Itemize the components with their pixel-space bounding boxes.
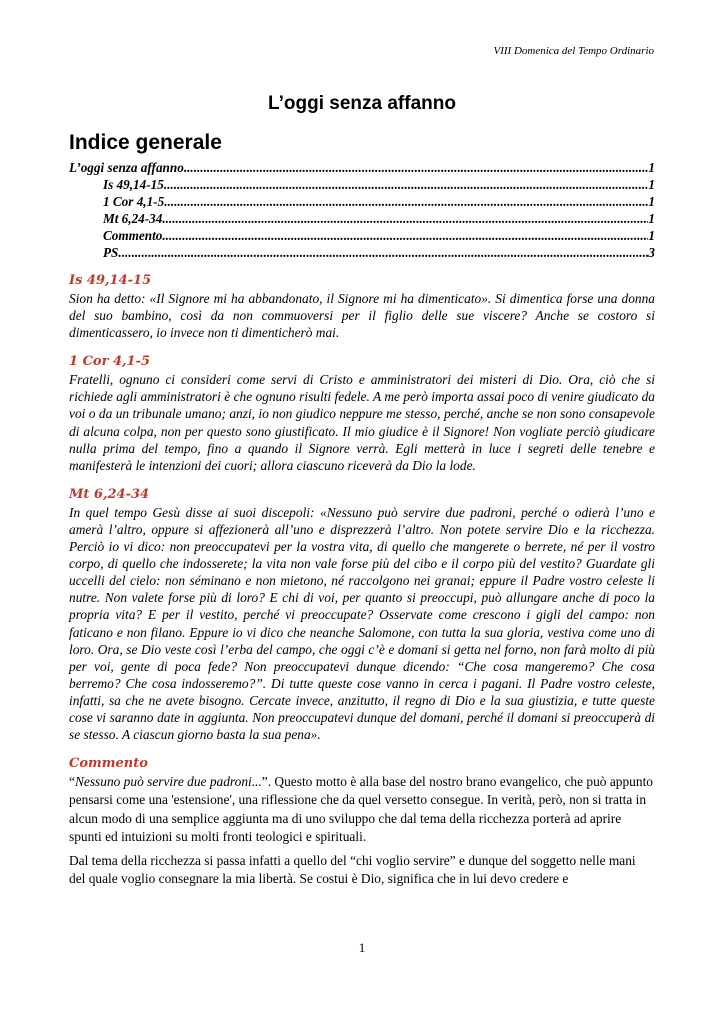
reading-section [69,486,655,743]
toc-entry-label: Commento [103,228,163,243]
reading-reference: 1 Cor 4,1-5 [69,354,151,370]
toc-entry-page: 3 [648,245,655,260]
main-content [69,272,655,894]
commento-paragraph-text: ”. Questo motto è alla base del nostro brano evangelico, che può appunto pensarsi come una 'estensione', una riflessione che da quel versetto consegue. In verità, però, non si tratta in alcun modo di una semplice aggiunta ma di uno sviluppo che dal tema della ricchezza porterà ad aprire spunti ed intuizioni su molti fronti teologici e spirituali. [69,774,653,844]
reading-text: Fratelli, ognuno ci consideri come servi di Cristo e amministratori dei misteri di Dio. Ora, ciò che si richiede agli amministratori è che ognuno risulti fedele. A me però importa assai poco di venire giudicato da voi o da un tribunale umano; anzi, io non giudico neppure me stesso, perché, anche se non sono consapevole di alcuna colpa, non per questo sono giustificato. Il mio giudice è il Signore! Non vogliate perciò giudicare nulla prima del tempo, fino a quando il Signore verrà. Egli metterà in luce i segreti delle tenebre e manifesterà le intenzioni dei cuori; allora ciascuno riceverà da Dio la lode. [69,372,655,473]
toc-entry-label: PS [103,245,119,260]
toc-entry-page: 1 [648,194,655,209]
commento-heading: Commento [69,756,148,772]
toc-leader-dots [162,211,648,227]
reading-section [69,272,655,341]
toc-entry-label: 1 Cor 4,1-5 [103,194,165,209]
toc-heading: Indice generale [69,131,222,154]
toc-entry[interactable] [69,160,655,177]
toc-entry[interactable] [69,245,655,262]
toc-leader-dots [164,177,649,193]
commento-paragraph: Dal tema della ricchezza si passa infatti a quello del “chi voglio servire” e dunque del soggetto nelle mani del quale voglio consegnare la mia libertà. Se costui è Dio, significa che in lui devo credere e [69,852,636,887]
quoted-motto: Nessuno può servire due padroni... [74,774,262,790]
page-number: 1 [358,940,366,955]
commento-paragraph [69,773,655,846]
reading-section [69,353,655,474]
reading-text: Sion ha detto: «Il Signore mi ha abbandonato, il Signore mi ha dimenticato». Si dimentica forse una donna del suo bambino, così da non commuoversi per il figlio delle sue viscere? Anche se costoro si dimenticassero, io invece non ti dimenticherò mai. [69,291,655,341]
toc-entry-page: 1 [648,160,655,175]
toc-entry-label: L’oggi senza affanno [69,160,184,175]
toc-leader-dots [184,160,649,176]
toc-entry-page: 1 [648,228,655,243]
commento-section [69,755,655,888]
toc-leader-dots [118,245,648,261]
toc-leader-dots [162,228,648,244]
toc-entry[interactable] [69,211,655,228]
toc-entry[interactable] [69,177,655,194]
open-quote: “ [69,774,75,790]
toc-entry-label: Mt 6,24-34 [103,211,163,226]
running-header: VIII Domenica del Tempo Ordinario [493,45,654,57]
table-of-contents [69,160,655,262]
reading-reference: Is 49,14-15 [69,273,152,288]
reading-reference: Mt 6,24-34 [69,486,150,502]
toc-entry-page: 1 [648,211,655,226]
toc-entry[interactable] [69,194,655,211]
toc-entry-page: 1 [648,177,655,192]
document-title: L’oggi senza affanno [268,93,456,114]
toc-entry-label: Is 49,14-15 [103,177,164,192]
reading-text: In quel tempo Gesù disse ai suoi discepoli: «Nessuno può servire due padroni, perché o odierà l’uno e amerà l’altro, oppure si affezionerà all’uno e disprezzerà l’altro. Non potete servire Dio e la ricchezza. Perciò io vi dico: non preoccupatevi per la vostra vita, di quello che mangerete o berrete, né per il vostro corpo, di quello che indosserete; la vita non vale forse più del cibo e il corpo più del vestito? Guardate gli uccelli del cielo: non séminano e non mietono, né raccolgono nei granai; eppure il Padre vostro celeste li nutre. Non valete forse più di loro? E chi di voi, per quanto si preoccupi, può allungare anche di poco la propria vita? E per il vestito, perché vi preoccupate? Osservate come crescono i gigli del campo: non faticano e non filano. Eppure io vi dico che neanche Salomone, con tutta la sua gloria, vestiva come uno di loro. Ora, se Dio veste così l’erba del campo, che oggi c’è e domani si getta nel forno, non farà molto di più per voi, gente di poca fede? Non preoccupatevi dunque dicendo: “Che cosa mangeremo? Che cosa berremo? Che cosa indosseremo?”. Di tutte queste cose vanno in cerca i pagani. Il Padre vostro celeste, infatti, sa che ne avete bisogno. Cercate invece, anzitutto, il regno di Dio e la sua giustizia, e tutte queste cose vi saranno date in aggiunta. Non preoccupatevi dunque del domani, perché il domani si preoccuperà di se stesso. A ciascun giorno basta la sua pena». [69,504,655,743]
toc-entry[interactable] [69,228,655,245]
toc-leader-dots [164,194,648,210]
